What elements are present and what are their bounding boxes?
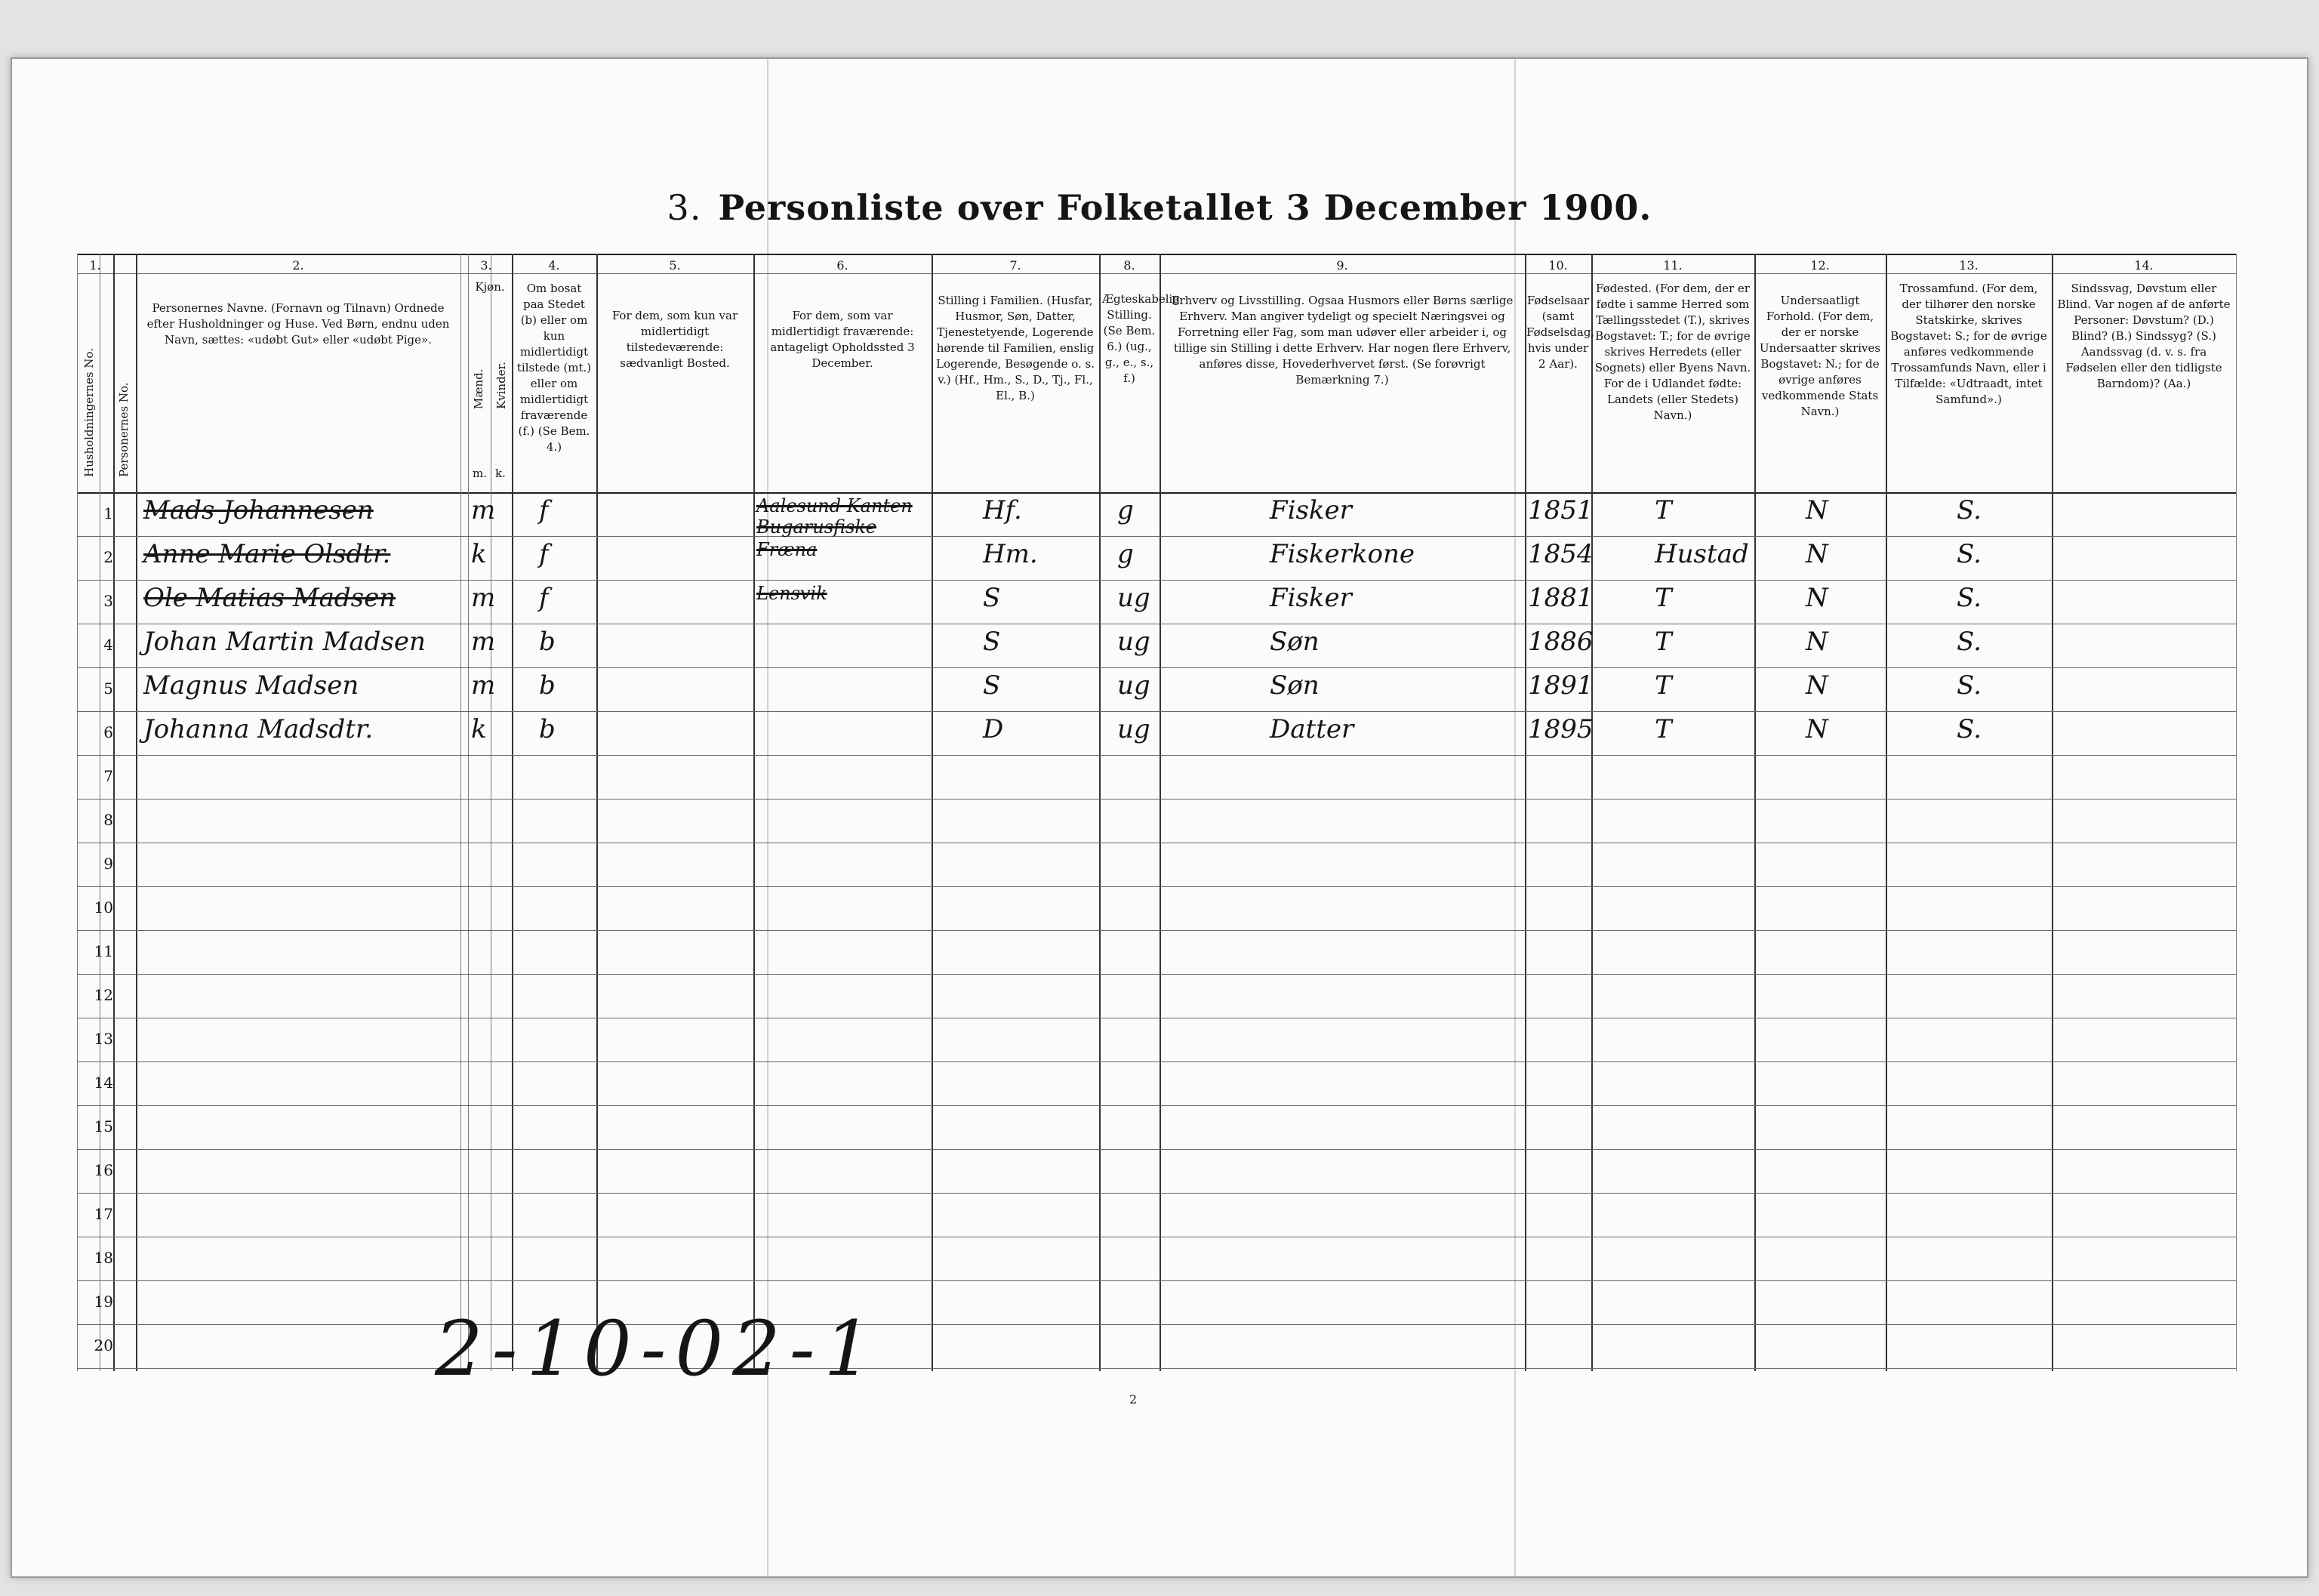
header-marital-status: Ægteskabelig Stilling. (Se Bem. 6.) (ug., g., e., s., f.)	[1102, 292, 1180, 385]
birthplace: Hustad	[1655, 539, 1749, 569]
birth-year: 1854	[1528, 539, 1594, 569]
row-line	[77, 1149, 2236, 1150]
birth-year: 1891	[1528, 670, 1594, 701]
row-number: 20	[94, 1336, 113, 1354]
residence-status: b	[539, 670, 556, 701]
person-name: Johan Martin Madsen	[143, 627, 426, 657]
row-number: 8	[103, 811, 113, 829]
residence-status: f	[539, 495, 549, 525]
birth-year: 1895	[1528, 714, 1594, 744]
row-number: 2	[103, 548, 113, 566]
marital-status: ug	[1117, 583, 1150, 613]
birth-year: 1886	[1528, 627, 1594, 657]
temporary-location-detail: Bugarusfiske	[756, 516, 877, 538]
col-10-number: 10.	[1548, 258, 1568, 273]
row-line	[77, 1061, 2236, 1062]
census-sheet	[11, 57, 2308, 1578]
nationality: N	[1806, 670, 1828, 701]
occupation: Fisker	[1270, 583, 1352, 613]
family-position: Hm.	[983, 539, 1038, 569]
birthplace: T	[1655, 495, 1672, 525]
header-birth-year: Fødselsaar (samt Fødselsdag, hvis under 2 Aar).	[1526, 294, 1595, 371]
row-number: 16	[94, 1161, 113, 1179]
row-line	[77, 1105, 2236, 1106]
header-disability: Sindssvag, Døvstum eller Blind. Var nogen af de anførte Personer: Døvstum? (D.) Blind? (B.) Sindssyg? (S.) Aandssvag (d. v. s. fra Fødselen eller den tidligste Barndom)? (Aa.)	[2057, 282, 2231, 390]
header-birthplace: Fødested. (For dem, der er fødte i samme Herred som Tællingsstedet (T.), skrives Bogstavet: T.; for de øvrige skrives Herredets (eller Sognets) eller Byens Navn. For de i Udlandet fødte: Landets (eller Stedets) Navn.)	[1594, 282, 1751, 422]
family-position: S	[983, 670, 1001, 701]
nationality: N	[1806, 495, 1828, 525]
nationality: N	[1806, 714, 1828, 744]
gender-mark: m	[471, 627, 496, 657]
col-11-number: 11.	[1663, 258, 1683, 273]
col-13-number: 13.	[1959, 258, 1979, 273]
nationality: N	[1806, 539, 1828, 569]
gender-mark: k	[471, 539, 487, 569]
gender-mark: m	[471, 495, 496, 525]
row-number: 3	[103, 592, 113, 610]
family-position: S	[983, 583, 1001, 613]
col-5-number: 5.	[669, 258, 681, 273]
row-number: 11	[94, 942, 113, 960]
header-men: Mænd.	[472, 368, 485, 409]
family-position: Hf.	[983, 495, 1022, 525]
col-7-number: 7.	[1009, 258, 1021, 273]
row-line	[77, 1193, 2236, 1194]
row-number: 5	[103, 679, 113, 698]
header-gender: Kjøn.	[475, 280, 505, 294]
residence-status: b	[539, 627, 556, 657]
religion: S.	[1957, 714, 1982, 744]
row-number: 12	[94, 986, 113, 1004]
residence-status: f	[539, 583, 549, 613]
family-position: D	[983, 714, 1004, 744]
row-line	[77, 536, 2236, 537]
person-name: Johanna Madsdtr.	[143, 714, 374, 744]
header-person-no: Personernes No.	[117, 382, 131, 477]
occupation: Fisker	[1270, 495, 1352, 525]
birthplace: T	[1655, 670, 1672, 701]
header-usual-residence: For dem, som kun var midlertidigt tilstedeværende: sædvanligt Bosted.	[611, 309, 738, 370]
person-name: Mads Johannesen	[143, 495, 374, 525]
row-number: 9	[103, 855, 113, 873]
nationality: N	[1806, 583, 1828, 613]
row-number: 17	[94, 1205, 113, 1223]
col-2-number: 2.	[292, 258, 304, 273]
row-line	[77, 1368, 2236, 1369]
occupation: Datter	[1270, 714, 1354, 744]
row-number: 1	[103, 504, 113, 522]
row-line	[77, 1280, 2236, 1281]
row-line	[77, 580, 2236, 581]
header-names: Personernes Navne. (Fornavn og Tilnavn) Ordnede efter Husholdninger og Huse. Ved Børn, endnu uden Navn, sættes: «udøbt Gut» eller «udøbt Pige».	[146, 301, 450, 347]
sub-m: m.	[473, 467, 487, 480]
sub-k: k.	[495, 467, 506, 480]
temporary-location: Fræna	[756, 539, 818, 560]
birthplace: T	[1655, 627, 1672, 657]
marital-status: ug	[1117, 714, 1150, 744]
person-name: Anne Marie Olsdtr.	[143, 539, 391, 569]
col-6-number: 6.	[836, 258, 848, 273]
row-line	[77, 1324, 2236, 1325]
occupation: Fiskerkone	[1270, 539, 1415, 569]
row-number: 13	[94, 1030, 113, 1048]
religion: S.	[1957, 583, 1982, 613]
col-8-number: 8.	[1123, 258, 1135, 273]
gender-mark: m	[471, 583, 496, 613]
gender-mark: m	[471, 670, 496, 701]
page-number: 2	[1129, 1392, 1138, 1407]
row-line	[77, 930, 2236, 931]
col-14-number: 14.	[2134, 258, 2154, 273]
header-women: Kvinder.	[494, 362, 508, 409]
birth-year: 1881	[1528, 583, 1594, 613]
row-number: 18	[94, 1249, 113, 1267]
religion: S.	[1957, 670, 1982, 701]
header-household-no: Husholdningernes No.	[82, 348, 96, 477]
occupation: Søn	[1270, 627, 1320, 657]
col-4-number: 4.	[548, 258, 560, 273]
row-number: 19	[94, 1293, 113, 1311]
religion: S.	[1957, 627, 1982, 657]
header-nationality: Undersaatligt Forhold. (For dem, der er norske Undersaatter skrives Bogstavet: N.; for de øvrige anføres vedkommende Stats Navn.)	[1759, 294, 1881, 418]
nationality: N	[1806, 627, 1828, 657]
row-number: 7	[103, 767, 113, 785]
row-line	[77, 667, 2236, 668]
row-number: 4	[103, 636, 113, 654]
religion: S.	[1957, 539, 1982, 569]
gender-mark: k	[471, 714, 487, 744]
header-religion: Trossamfund. (For dem, der tilhører den norske Statskirke, skrives Bogstavet: S.; for de øvrige anføres vedkommende Trossamfunds Navn, eller i Tilfælde: «Udtraadt, intet Samfund».)	[1890, 282, 2047, 406]
row-line	[77, 711, 2236, 712]
row-number: 14	[94, 1074, 113, 1092]
marital-status: ug	[1117, 627, 1150, 657]
census-table	[77, 254, 2236, 1407]
residence-status: f	[539, 539, 549, 569]
row-line	[77, 974, 2236, 975]
col-1-number: 1.	[89, 258, 101, 273]
marital-status: ug	[1117, 670, 1150, 701]
residence-status: b	[539, 714, 556, 744]
col-9-number: 9.	[1336, 258, 1348, 273]
temporary-location: Aalesund Kanten	[756, 495, 913, 516]
occupation: Søn	[1270, 670, 1320, 701]
header-occupation: Erhverv og Livsstilling. Ogsaa Husmors eller Børns særlige Erhverv. Man angiver tydeligt og specielt Næringsvei og Forretning eller Fag, som man udøver eller arbeider i, og tillige sin Stilling i dette Erhverv. Har nogen flere Erhverv, anføres disse, Hovederhvervet først. (Se forøvrigt Bemærkning 7.)	[1171, 294, 1514, 387]
row-line	[77, 886, 2236, 887]
header-residence: Om bosat paa Stedet (b) eller om kun midlertidigt tilstede (mt.) eller om midlertidigt fraværende (f.) (Se Bem. 4.)	[516, 282, 592, 454]
row-number: 6	[103, 723, 113, 741]
col-3-number: 3.	[480, 258, 492, 273]
col-12-number: 12.	[1810, 258, 1830, 273]
marital-status: g	[1117, 539, 1134, 569]
title-text: Personliste over Folketallet 3 December 1900.	[718, 187, 1652, 228]
birthplace: T	[1655, 714, 1672, 744]
row-line	[77, 799, 2236, 800]
person-name: Magnus Madsen	[143, 670, 359, 701]
birthplace: T	[1655, 583, 1672, 613]
header-temporary-location: For dem, som var midlertidigt fraværende: antageligt Opholdssted 3 December.	[770, 309, 915, 370]
footer-code: 2-10-02-1	[435, 1305, 882, 1393]
row-number: 10	[94, 898, 113, 917]
temporary-location: Lensvik	[756, 583, 827, 604]
birth-year: 1851	[1528, 495, 1594, 525]
marital-status: g	[1117, 495, 1134, 525]
row-line	[77, 755, 2236, 756]
religion: S.	[1957, 495, 1982, 525]
title-number: 3.	[667, 187, 702, 228]
person-name: Ole Matias Madsen	[143, 583, 396, 613]
row-number: 15	[94, 1117, 113, 1135]
family-position: S	[983, 627, 1001, 657]
header-family-position: Stilling i Familien. (Husfar, Husmor, Søn, Datter, Tjenestetyende, Logerende hørende til Familien, enslig Logerende, Besøgende o. s. v.) (Hf., Hm., S., D., Tj., Fl., El., B.)	[936, 294, 1095, 402]
page-title	[12, 187, 2307, 228]
